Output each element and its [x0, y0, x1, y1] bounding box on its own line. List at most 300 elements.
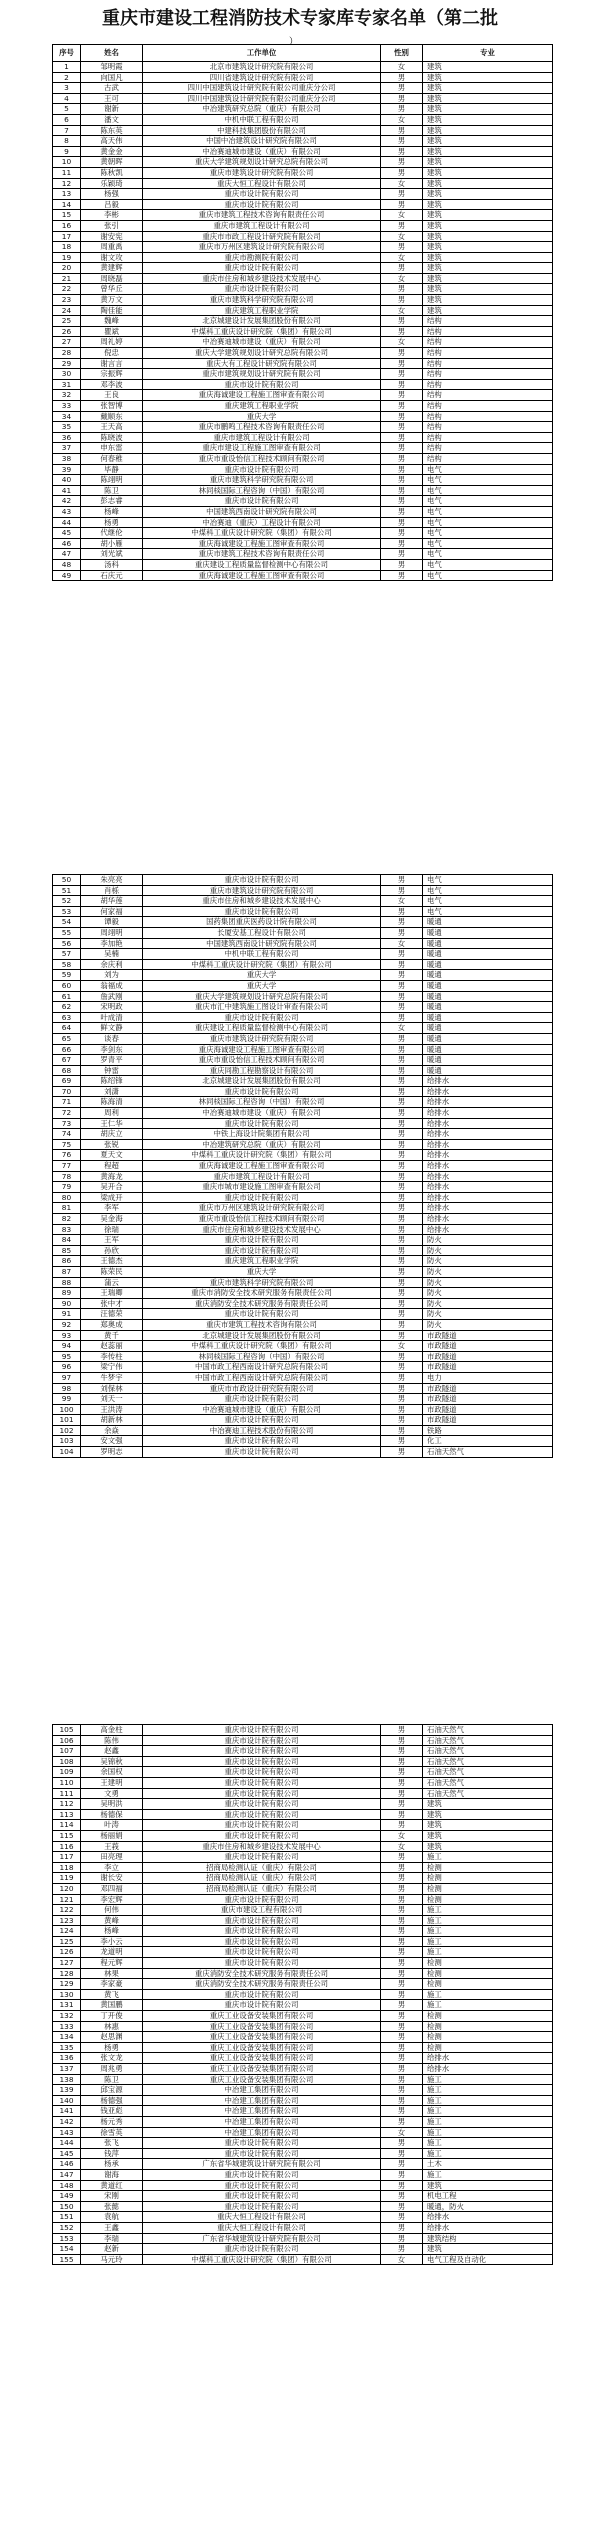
employer-cell: 四川省建筑设计研究院有限公司 [143, 72, 381, 83]
table-row [53, 927, 553, 938]
gender-cell: 女 [381, 2254, 423, 2265]
employer-cell: 重庆市设计院有限公司 [143, 2201, 381, 2212]
employer-cell: 重庆市城市建设施工图审查有限公司 [143, 1182, 381, 1193]
gender-cell: 男 [381, 1351, 423, 1362]
employer-cell: 北京城建设计发展集团股份有限公司 [143, 1330, 381, 1341]
table-row [53, 2254, 553, 2265]
employer-cell: 重庆市建筑工程设计有限公司 [143, 432, 381, 443]
specialty-cell: 结构 [423, 348, 553, 359]
seq-cell: 89 [53, 1288, 81, 1299]
seq-cell: 107 [53, 1746, 81, 1757]
gender-cell: 男 [381, 1894, 423, 1905]
gender-cell: 男 [381, 1746, 423, 1757]
seq-cell: 55 [53, 927, 81, 938]
seq-cell: 26 [53, 326, 81, 337]
employer-cell: 重庆建筑工程职业学院 [143, 305, 381, 316]
table-row [53, 1055, 553, 1066]
name-cell: 黄建辉 [81, 263, 143, 274]
name-cell: 谈春 [81, 1033, 143, 1044]
seq-cell: 109 [53, 1767, 81, 1778]
name-cell: 文勇 [81, 1788, 143, 1799]
seq-cell: 20 [53, 263, 81, 274]
table-row [53, 326, 553, 337]
specialty-cell: 建筑 [423, 178, 553, 189]
gender-cell: 男 [381, 242, 423, 253]
seq-cell: 105 [53, 1725, 81, 1736]
table-row [53, 1224, 553, 1235]
table-row [53, 2011, 553, 2022]
table-row [53, 1309, 553, 1320]
table-row [53, 1076, 553, 1087]
name-cell: 何伟 [81, 1905, 143, 1916]
gender-cell: 男 [381, 104, 423, 115]
table-row [53, 2116, 553, 2127]
table-row [53, 220, 553, 231]
name-cell: 王军 [81, 1235, 143, 1246]
seq-cell: 103 [53, 1436, 81, 1447]
seq-cell: 152 [53, 2222, 81, 2233]
table-row [53, 1725, 553, 1736]
specialty-cell: 石油天然气 [423, 1447, 553, 1458]
gender-cell: 男 [381, 1171, 423, 1182]
specialty-cell: 石油天然气 [423, 1767, 553, 1778]
seq-cell: 83 [53, 1224, 81, 1235]
gender-cell: 男 [381, 125, 423, 136]
table-row [53, 1203, 553, 1214]
gender-cell: 男 [381, 1735, 423, 1746]
specialty-cell: 建筑 [423, 125, 553, 136]
seq-cell: 131 [53, 2000, 81, 2011]
specialty-header: 专业 [423, 45, 553, 62]
employer-cell: 重庆市设计院有限公司 [143, 199, 381, 210]
name-cell: 倪忠 [81, 348, 143, 359]
employer-cell: 中冶赛迪城市建设（重庆）有限公司 [143, 1404, 381, 1415]
gender-cell: 女 [381, 178, 423, 189]
seq-cell: 48 [53, 559, 81, 570]
specialty-cell: 给排水 [423, 1182, 553, 1193]
specialty-cell: 暖通 [423, 1033, 553, 1044]
seq-cell: 19 [53, 252, 81, 263]
employer-cell: 中冶建筑研究总院（重庆）有限公司 [143, 104, 381, 115]
seq-cell: 82 [53, 1214, 81, 1225]
seq-cell: 80 [53, 1192, 81, 1203]
gender-cell: 男 [381, 295, 423, 306]
seq-cell: 8 [53, 136, 81, 147]
name-cell: 张智博 [81, 401, 143, 412]
seq-cell: 73 [53, 1118, 81, 1129]
employer-cell: 重庆大学建筑规划设计研究总院有限公司 [143, 157, 381, 168]
gender-cell: 男 [381, 1394, 423, 1405]
gender-cell: 男 [381, 1383, 423, 1394]
name-cell: 戴顺东 [81, 411, 143, 422]
name-cell: 王天高 [81, 422, 143, 433]
gender-cell: 男 [381, 1182, 423, 1193]
specialty-cell: 建筑 [423, 114, 553, 125]
employer-cell: 重庆市设计院有限公司 [143, 1447, 381, 1458]
seq-cell: 104 [53, 1447, 81, 1458]
specialty-cell: 暖通 [423, 1065, 553, 1076]
employer-cell: 重庆市万州区建筑设计研究院有限公司 [143, 1203, 381, 1214]
name-cell: 王鑫 [81, 2222, 143, 2233]
employer-cell: 重庆海诚建设工程施工图审查有限公司 [143, 538, 381, 549]
specialty-cell: 建筑 [423, 1809, 553, 1820]
seq-cell: 115 [53, 1830, 81, 1841]
employer-cell: 招商局检测认证（重庆）有限公司 [143, 1862, 381, 1873]
name-cell: 邓四福 [81, 1883, 143, 1894]
specialty-cell: 施工 [423, 1936, 553, 1947]
table-row [53, 2244, 553, 2255]
employer-cell: 重庆市设计院有限公司 [143, 1820, 381, 1831]
name-cell: 周晓磊 [81, 273, 143, 284]
name-cell: 高金柱 [81, 1725, 143, 1736]
seq-cell: 114 [53, 1820, 81, 1831]
name-cell: 孙欣 [81, 1245, 143, 1256]
specialty-cell: 给排水 [423, 1139, 553, 1150]
specialty-cell: 施工 [423, 1947, 553, 1958]
table-row [53, 1799, 553, 1810]
table-row [53, 199, 553, 210]
employer-cell: 中煤科工重庆设计研究院（集团）有限公司 [143, 959, 381, 970]
gender-cell: 女 [381, 1841, 423, 1852]
seq-cell: 141 [53, 2106, 81, 2117]
name-cell: 陈晓波 [81, 432, 143, 443]
table-row [53, 559, 553, 570]
employer-cell: 重庆市设计院有限公司 [143, 1989, 381, 2000]
table-row [53, 2032, 553, 2043]
table-row [53, 538, 553, 549]
employer-cell: 中煤科工重庆设计研究院（集团）有限公司 [143, 2254, 381, 2265]
specialty-cell: 石油天然气 [423, 1746, 553, 1757]
seq-cell: 149 [53, 2191, 81, 2202]
name-cell: 赵鑫 [81, 1746, 143, 1757]
table-row [53, 1894, 553, 1905]
name-cell: 田亮理 [81, 1852, 143, 1863]
table-row [53, 284, 553, 295]
seq-cell: 24 [53, 305, 81, 316]
name-cell: 周重禹 [81, 242, 143, 253]
employer-cell: 广东省华城建筑设计研究院有限公司 [143, 2159, 381, 2170]
employer-cell: 重庆市设计院有限公司 [143, 906, 381, 917]
specialty-cell: 给排水 [423, 2053, 553, 2064]
seq-cell: 121 [53, 1894, 81, 1905]
name-cell: 高天伟 [81, 136, 143, 147]
table-row [53, 337, 553, 348]
seq-cell: 101 [53, 1415, 81, 1426]
table-row [53, 146, 553, 157]
table-row [53, 1926, 553, 1937]
employer-cell: 林同棪国际工程咨询（中国）有限公司 [143, 1351, 381, 1362]
gender-cell: 男 [381, 1968, 423, 1979]
seq-cell: 2 [53, 72, 81, 83]
employer-cell: 中冶建工集团有限公司 [143, 2106, 381, 2117]
seq-cell: 116 [53, 1841, 81, 1852]
specialty-cell: 结构 [423, 326, 553, 337]
employer-cell: 重庆市设计院有限公司 [143, 1394, 381, 1405]
specialty-cell: 防火 [423, 1309, 553, 1320]
gender-cell: 男 [381, 83, 423, 94]
gender-cell: 男 [381, 2032, 423, 2043]
specialty-cell: 给排水 [423, 1203, 553, 1214]
employer-cell: 四川中国建筑设计研究院有限公司重庆分公司 [143, 93, 381, 104]
name-cell: 叶成清 [81, 1012, 143, 1023]
employer-cell: 重庆消防安全技术研究服务有限责任公司 [143, 1968, 381, 1979]
employer-cell: 重庆市建筑科学研究院有限公司 [143, 475, 381, 486]
table-row [53, 1118, 553, 1129]
table-row [53, 2064, 553, 2075]
name-cell: 谢新 [81, 104, 143, 115]
seq-cell: 112 [53, 1799, 81, 1810]
seq-cell: 74 [53, 1129, 81, 1140]
name-cell: 张引 [81, 220, 143, 231]
employer-cell: 重庆市设计院有限公司 [143, 2191, 381, 2202]
gender-cell: 男 [381, 570, 423, 581]
name-cell: 夏天文 [81, 1150, 143, 1161]
table-row [53, 1023, 553, 1034]
specialty-cell: 结构 [423, 379, 553, 390]
employer-cell: 中冶赛迪城市建设（重庆）有限公司 [143, 337, 381, 348]
name-cell: 杨勇 [81, 517, 143, 528]
name-cell: 杨峰 [81, 506, 143, 517]
name-cell: 陈荣民 [81, 1266, 143, 1277]
specialty-cell: 给排水 [423, 2222, 553, 2233]
specialty-cell: 给排水 [423, 1108, 553, 1119]
name-cell: 王可 [81, 93, 143, 104]
gender-cell: 男 [381, 959, 423, 970]
name-cell: 袁航 [81, 2212, 143, 2223]
name-cell: 杨承 [81, 2159, 143, 2170]
seq-cell: 122 [53, 1905, 81, 1916]
specialty-cell: 给排水 [423, 1086, 553, 1097]
employer-cell: 重庆市设计院有限公司 [143, 1767, 381, 1778]
seq-cell: 119 [53, 1873, 81, 1884]
gender-header: 性别 [381, 45, 423, 62]
table-row [53, 1947, 553, 1958]
table-row [53, 1266, 553, 1277]
specialty-cell: 给排水 [423, 1150, 553, 1161]
table-row [53, 2138, 553, 2149]
seq-cell: 124 [53, 1926, 81, 1937]
table-row [53, 1362, 553, 1373]
name-cell: 杨德强 [81, 2095, 143, 2106]
specialty-cell: 施工 [423, 1852, 553, 1863]
gender-cell: 男 [381, 1989, 423, 2000]
specialty-cell: 施工 [423, 1926, 553, 1937]
gender-cell: 男 [381, 401, 423, 412]
gender-cell: 男 [381, 1958, 423, 1969]
employer-cell: 招商局检测认证（重庆）有限公司 [143, 1873, 381, 1884]
table-row [53, 1351, 553, 1362]
name-cell: 黄朝晖 [81, 157, 143, 168]
specialty-cell: 市政隧道 [423, 1341, 553, 1352]
seq-cell: 54 [53, 917, 81, 928]
name-cell: 谢长安 [81, 1873, 143, 1884]
name-cell: 李加艳 [81, 938, 143, 949]
table-row [53, 411, 553, 422]
employer-cell: 重庆市建筑工程技术咨询有限责任公司 [143, 210, 381, 221]
specialty-cell: 施工 [423, 2085, 553, 2096]
seq-cell: 22 [53, 284, 81, 295]
specialty-cell: 电气 [423, 570, 553, 581]
seq-cell: 38 [53, 453, 81, 464]
seq-cell: 15 [53, 210, 81, 221]
gender-cell: 男 [381, 263, 423, 274]
seq-cell: 63 [53, 1012, 81, 1023]
seq-cell: 64 [53, 1023, 81, 1034]
gender-cell: 男 [381, 1235, 423, 1246]
table-row [53, 1989, 553, 2000]
employer-cell: 重庆市建设工程施工图审查有限公司 [143, 443, 381, 454]
specialty-cell: 电气 [423, 538, 553, 549]
name-cell: 程超 [81, 1161, 143, 1172]
seq-cell: 9 [53, 146, 81, 157]
table-row [53, 273, 553, 284]
employer-cell: 中机中联工程有限公司 [143, 114, 381, 125]
seq-cell: 66 [53, 1044, 81, 1055]
specialty-cell: 电气 [423, 559, 553, 570]
specialty-cell: 结构 [423, 432, 553, 443]
table-row [53, 1883, 553, 1894]
name-cell: 王德杰 [81, 1256, 143, 1267]
gender-cell: 男 [381, 1076, 423, 1087]
name-cell: 陈东英 [81, 125, 143, 136]
table-row [53, 125, 553, 136]
seq-cell: 36 [53, 432, 81, 443]
employer-cell: 重庆市设计院有限公司 [143, 1926, 381, 1937]
table-row [53, 157, 553, 168]
specialty-cell: 给排水 [423, 1214, 553, 1225]
name-cell: 杨丽娟 [81, 1830, 143, 1841]
employer-cell: 重庆大恒工程设计有限公司 [143, 2212, 381, 2223]
gender-cell: 男 [381, 2021, 423, 2032]
table-row [53, 1905, 553, 1916]
table-row [53, 1065, 553, 1076]
specialty-cell: 建筑 [423, 146, 553, 157]
employer-cell: 重庆大有工程设计研究院有限公司 [143, 358, 381, 369]
employer-cell: 重庆市设计院有限公司 [143, 1735, 381, 1746]
gender-cell: 女 [381, 252, 423, 263]
seq-cell: 94 [53, 1341, 81, 1352]
table-row [53, 464, 553, 475]
gender-cell: 男 [381, 1097, 423, 1108]
seq-cell: 33 [53, 401, 81, 412]
seq-cell: 46 [53, 538, 81, 549]
table-row [53, 1777, 553, 1788]
table-row [53, 2201, 553, 2212]
name-cell: 黄万文 [81, 295, 143, 306]
seq-cell: 147 [53, 2169, 81, 2180]
employer-cell: 重庆市设计院有限公司 [143, 464, 381, 475]
name-cell: 谢言言 [81, 358, 143, 369]
specialty-cell: 给排水 [423, 2212, 553, 2223]
name-cell: 杨峰 [81, 1926, 143, 1937]
name-cell: 汤科 [81, 559, 143, 570]
seq-cell: 61 [53, 991, 81, 1002]
table-row [53, 2169, 553, 2180]
specialty-cell: 建筑 [423, 93, 553, 104]
table-row [53, 379, 553, 390]
seq-cell: 138 [53, 2074, 81, 2085]
seq-cell: 25 [53, 316, 81, 327]
name-cell: 徐雪英 [81, 2127, 143, 2138]
gender-cell: 男 [381, 1415, 423, 1426]
employer-cell: 重庆市设计院有限公司 [143, 1235, 381, 1246]
gender-cell: 男 [381, 1214, 423, 1225]
specialty-cell: 暖通 [423, 1023, 553, 1034]
table-row [53, 1436, 553, 1447]
name-cell: 余国权 [81, 1767, 143, 1778]
employer-cell: 重庆市建筑设计研究院有限公司 [143, 885, 381, 896]
gender-cell: 女 [381, 114, 423, 125]
specialty-cell: 电气 [423, 906, 553, 917]
name-cell: 龙道明 [81, 1947, 143, 1958]
gender-cell: 男 [381, 1203, 423, 1214]
table-row [53, 506, 553, 517]
gender-cell: 男 [381, 1883, 423, 1894]
gender-cell: 男 [381, 1192, 423, 1203]
employer-cell: 重庆建设工程质量监督检测中心有限公司 [143, 1023, 381, 1034]
gender-cell: 男 [381, 2222, 423, 2233]
seq-cell: 69 [53, 1076, 81, 1087]
table-row [53, 2053, 553, 2064]
gender-cell: 男 [381, 464, 423, 475]
specialty-cell: 电气 [423, 485, 553, 496]
table-row [53, 242, 553, 253]
gender-cell: 男 [381, 1404, 423, 1415]
name-cell: 李瑞 [81, 2233, 143, 2244]
gender-cell: 男 [381, 2201, 423, 2212]
name-cell: 瞿斌 [81, 326, 143, 337]
name-cell: 陈伟 [81, 1735, 143, 1746]
table-row [53, 1214, 553, 1225]
specialty-cell: 施工 [423, 2074, 553, 2085]
table-row [53, 2212, 553, 2223]
seq-cell: 129 [53, 1979, 81, 1990]
table-row [53, 1277, 553, 1288]
gender-cell: 男 [381, 432, 423, 443]
specialty-cell: 施工 [423, 2116, 553, 2127]
employer-cell: 中铁上海设计院集团有限公司 [143, 1129, 381, 1140]
table-row [53, 1756, 553, 1767]
gender-cell: 男 [381, 2138, 423, 2149]
specialty-cell: 电气 [423, 475, 553, 486]
gender-cell: 男 [381, 2244, 423, 2255]
specialty-cell: 结构 [423, 316, 553, 327]
employer-cell: 重庆市设计院有限公司 [143, 1894, 381, 1905]
gender-cell: 男 [381, 2159, 423, 2170]
name-cell: 黄峰 [81, 1915, 143, 1926]
seq-cell: 17 [53, 231, 81, 242]
specialty-cell: 石油天然气 [423, 1725, 553, 1736]
seq-cell: 151 [53, 2212, 81, 2223]
specialty-cell: 建筑 [423, 252, 553, 263]
name-cell: 谢海 [81, 2169, 143, 2180]
table-row [53, 1958, 553, 1969]
seq-cell: 127 [53, 1958, 81, 1969]
name-cell: 黄飞 [81, 1989, 143, 2000]
name-cell: 石庆元 [81, 570, 143, 581]
name-cell: 朱亮亮 [81, 875, 143, 886]
gender-cell: 女 [381, 231, 423, 242]
gender-cell: 男 [381, 379, 423, 390]
table-row [53, 2095, 553, 2106]
seq-cell: 77 [53, 1161, 81, 1172]
table-row [53, 1330, 553, 1341]
gender-cell: 男 [381, 2085, 423, 2096]
table-row [53, 2074, 553, 2085]
seq-cell: 95 [53, 1351, 81, 1362]
specialty-cell: 暖通 [423, 1055, 553, 1066]
name-cell: 梁成开 [81, 1192, 143, 1203]
